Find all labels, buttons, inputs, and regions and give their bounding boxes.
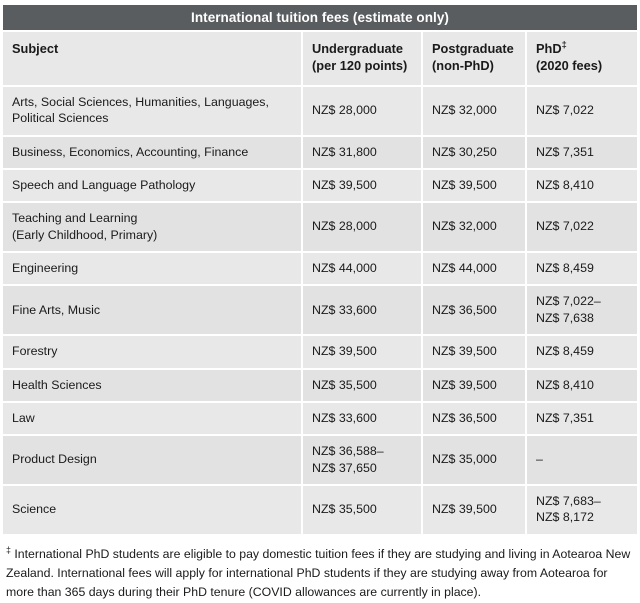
cell-subject-line2: Political Sciences xyxy=(12,111,109,126)
cell-phd xyxy=(527,203,637,251)
cell-subject xyxy=(3,370,303,401)
cell-subject xyxy=(3,403,303,434)
cell-subject-line1: Arts, Social Sciences, Humanities, Languages, xyxy=(12,94,269,109)
table-footnote xyxy=(3,545,637,603)
column-header-postgraduate-label: Postgraduate xyxy=(432,41,514,56)
cell-postgraduate xyxy=(423,286,527,334)
cell-phd-line1: NZ$ 8,410 xyxy=(536,177,594,192)
table-row xyxy=(3,286,637,334)
cell-subject xyxy=(3,486,303,534)
table-header-row xyxy=(3,32,637,85)
cell-undergraduate-line1: NZ$ 31,800 xyxy=(312,144,377,159)
column-header-subject xyxy=(3,32,303,85)
cell-phd xyxy=(527,170,637,201)
cell-undergraduate-line1: NZ$ 28,000 xyxy=(312,219,377,234)
cell-undergraduate-line2: NZ$ 37,650 xyxy=(312,460,377,475)
cell-undergraduate xyxy=(303,403,423,434)
cell-undergraduate-line1: NZ$ 39,500 xyxy=(312,177,377,192)
cell-subject-line1: Business, Economics, Accounting, Finance xyxy=(12,144,249,159)
cell-phd-line1: – xyxy=(536,452,543,467)
table-body xyxy=(3,87,637,534)
table-row xyxy=(3,253,637,284)
table-row xyxy=(3,336,637,367)
cell-undergraduate xyxy=(303,137,423,168)
cell-undergraduate xyxy=(303,87,423,135)
cell-subject xyxy=(3,436,303,484)
cell-undergraduate xyxy=(303,436,423,484)
table-row xyxy=(3,87,637,135)
cell-postgraduate-line1: NZ$ 32,000 xyxy=(432,219,497,234)
table-row xyxy=(3,170,637,201)
cell-phd xyxy=(527,286,637,334)
cell-undergraduate-line1: NZ$ 28,000 xyxy=(312,102,377,117)
cell-postgraduate xyxy=(423,137,527,168)
cell-phd-line1: NZ$ 7,683– xyxy=(536,494,601,509)
cell-undergraduate xyxy=(303,253,423,284)
cell-subject-line1: Science xyxy=(12,502,57,517)
cell-postgraduate-line1: NZ$ 44,000 xyxy=(432,261,497,276)
cell-phd-line1: NZ$ 8,459 xyxy=(536,261,594,276)
cell-phd xyxy=(527,87,637,135)
cell-subject-line1: Fine Arts, Music xyxy=(12,302,101,317)
cell-undergraduate xyxy=(303,170,423,201)
cell-phd xyxy=(527,436,637,484)
cell-postgraduate xyxy=(423,253,527,284)
footnote-marker-icon: ‡ xyxy=(561,39,567,50)
cell-postgraduate xyxy=(423,370,527,401)
table-row xyxy=(3,486,637,534)
cell-subject xyxy=(3,253,303,284)
column-header-undergraduate-label: Undergraduate xyxy=(312,41,404,56)
table-row xyxy=(3,137,637,168)
cell-phd xyxy=(527,137,637,168)
footnote-text: International PhD students are eligible to pay domestic tuition fees if they are studying and living in Aotearoa New Zealand. International fees will apply for international PhD students if they are studying away from Aotearoa for more than 365 days during their PhD tenure (COVID allowances are currently in place). xyxy=(6,546,631,600)
cell-undergraduate xyxy=(303,286,423,334)
cell-subject xyxy=(3,137,303,168)
cell-subject xyxy=(3,286,303,334)
table-row xyxy=(3,403,637,434)
cell-subject xyxy=(3,336,303,367)
cell-subject-line2: (Early Childhood, Primary) xyxy=(12,227,158,242)
cell-postgraduate-line1: NZ$ 35,000 xyxy=(432,452,497,467)
international-tuition-fees-table xyxy=(3,30,637,536)
cell-postgraduate xyxy=(423,170,527,201)
column-header-phd-sub: (2020 fees) xyxy=(536,57,603,73)
column-header-phd-line xyxy=(536,41,628,58)
cell-phd-line1: NZ$ 7,022– xyxy=(536,294,601,309)
column-header-undergraduate-sub: (per 120 points) xyxy=(312,57,408,73)
cell-phd xyxy=(527,486,637,534)
cell-undergraduate-line1: NZ$ 33,600 xyxy=(312,410,377,425)
cell-postgraduate xyxy=(423,87,527,135)
cell-postgraduate xyxy=(423,203,527,251)
cell-postgraduate-line1: NZ$ 32,000 xyxy=(432,102,497,117)
table-title: International tuition fees (estimate only) xyxy=(3,5,637,30)
cell-phd xyxy=(527,403,637,434)
column-header-phd xyxy=(527,32,637,85)
cell-subject xyxy=(3,87,303,135)
cell-undergraduate-line1: NZ$ 35,500 xyxy=(312,502,377,517)
cell-undergraduate xyxy=(303,336,423,367)
cell-postgraduate-line1: NZ$ 36,500 xyxy=(432,302,497,317)
table-header xyxy=(3,32,637,85)
cell-undergraduate xyxy=(303,370,423,401)
table-row xyxy=(3,370,637,401)
column-header-postgraduate xyxy=(423,32,527,85)
cell-postgraduate-line1: NZ$ 39,500 xyxy=(432,502,497,517)
cell-phd xyxy=(527,370,637,401)
column-header-subject-label: Subject xyxy=(12,41,59,56)
cell-postgraduate xyxy=(423,486,527,534)
cell-undergraduate-line1: NZ$ 36,588– xyxy=(312,444,384,459)
cell-subject-line1: Health Sciences xyxy=(12,377,102,392)
cell-phd-line2: NZ$ 7,638 xyxy=(536,310,594,325)
table-row xyxy=(3,203,637,251)
cell-phd-line1: NZ$ 8,410 xyxy=(536,377,594,392)
cell-phd-line1: NZ$ 7,351 xyxy=(536,144,594,159)
cell-postgraduate xyxy=(423,403,527,434)
column-header-phd-label: PhD xyxy=(536,41,562,56)
table-row xyxy=(3,436,637,484)
cell-subject xyxy=(3,170,303,201)
cell-subject-line1: Forestry xyxy=(12,344,58,359)
cell-undergraduate-line1: NZ$ 33,600 xyxy=(312,302,377,317)
cell-subject-line1: Teaching and Learning xyxy=(12,211,138,226)
cell-postgraduate-line1: NZ$ 39,500 xyxy=(432,377,497,392)
cell-undergraduate-line1: NZ$ 39,500 xyxy=(312,344,377,359)
cell-undergraduate-line1: NZ$ 44,000 xyxy=(312,261,377,276)
cell-subject-line1: Engineering xyxy=(12,261,79,276)
cell-subject-line1: Product Design xyxy=(12,452,97,467)
cell-postgraduate-line1: NZ$ 39,500 xyxy=(432,177,497,192)
cell-postgraduate-line1: NZ$ 39,500 xyxy=(432,344,497,359)
cell-phd-line1: NZ$ 8,459 xyxy=(536,344,594,359)
cell-phd-line1: NZ$ 7,022 xyxy=(536,102,594,117)
cell-phd-line1: NZ$ 7,351 xyxy=(536,410,594,425)
footnote-marker-icon: ‡ xyxy=(6,544,11,555)
cell-postgraduate xyxy=(423,336,527,367)
cell-undergraduate-line1: NZ$ 35,500 xyxy=(312,377,377,392)
cell-phd-line2: NZ$ 8,172 xyxy=(536,510,594,525)
cell-undergraduate xyxy=(303,203,423,251)
cell-postgraduate xyxy=(423,436,527,484)
cell-subject xyxy=(3,203,303,251)
cell-phd-line1: NZ$ 7,022 xyxy=(536,219,594,234)
cell-undergraduate xyxy=(303,486,423,534)
cell-postgraduate-line1: NZ$ 30,250 xyxy=(432,144,497,159)
column-header-undergraduate xyxy=(303,32,423,85)
cell-subject-line1: Law xyxy=(12,410,35,425)
cell-subject-line1: Speech and Language Pathology xyxy=(12,177,196,192)
cell-phd xyxy=(527,336,637,367)
cell-phd xyxy=(527,253,637,284)
cell-postgraduate-line1: NZ$ 36,500 xyxy=(432,410,497,425)
column-header-postgraduate-sub: (non-PhD) xyxy=(432,57,494,73)
